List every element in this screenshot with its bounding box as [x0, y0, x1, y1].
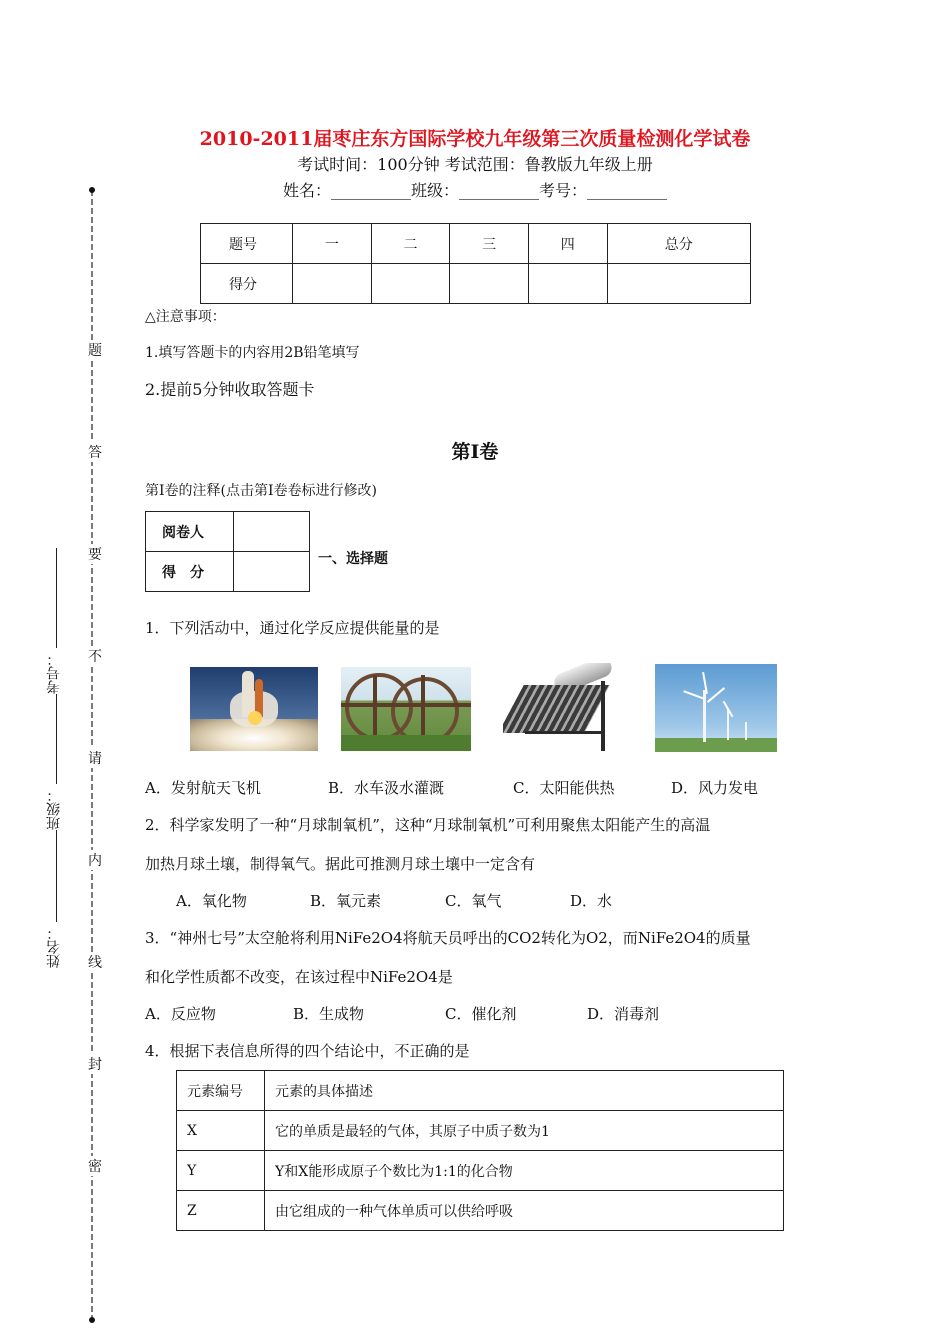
- reviewer-row: [146, 512, 310, 552]
- q1-option-d[interactable]: D．风力发电: [671, 779, 759, 797]
- margin-name-line: [56, 830, 58, 922]
- q1-option-c[interactable]: C．太阳能供热: [513, 779, 615, 797]
- element-id-cell: Y: [177, 1151, 265, 1191]
- q3-option-c[interactable]: C．催化剂: [445, 1005, 517, 1023]
- reviewer-score-value[interactable]: [234, 552, 310, 592]
- section-heading: 一、选择题: [318, 551, 388, 567]
- margin-char-8: 封: [88, 1054, 102, 1074]
- reviewer-score-row: [146, 552, 310, 592]
- q3-stem-line2: 和化学性质都不改变，在该过程中NiFe2O4是: [145, 968, 453, 986]
- score-cell-total[interactable]: [607, 264, 750, 304]
- q1-stem: 1．下列活动中，通过化学反应提供能量的是: [145, 619, 440, 637]
- margin-char-4: 不: [88, 646, 102, 666]
- q2-option-c[interactable]: C．氧气: [445, 892, 502, 910]
- element-id-cell: X: [177, 1111, 265, 1151]
- q2-option-b[interactable]: B．氧元素: [310, 892, 382, 910]
- element-table-header-id: 元素编号: [177, 1071, 265, 1111]
- element-desc-cell: 它的单质是最轻的气体，其原子中质子数为1: [265, 1111, 784, 1151]
- margin-char-7: 线: [88, 952, 102, 972]
- margin-name-label: 姓名：: [46, 926, 62, 968]
- q4-stem: 4．根据下表信息所得的四个结论中，不正确的是: [145, 1042, 470, 1060]
- volume-note: 第I卷的注释(点击第I卷卷标进行修改): [145, 483, 377, 499]
- q1-option-a[interactable]: A．发射航天飞机: [145, 779, 261, 797]
- score-header-cell: 二: [371, 224, 450, 264]
- q3-option-a[interactable]: A．反应物: [145, 1005, 216, 1023]
- exam-title: 2010-2011届枣庄东方国际学校九年级第三次质量检测化学试卷: [199, 128, 751, 150]
- shuttle-launch-image: [190, 667, 318, 751]
- exam-info: 考试时间：100分钟 考试范围：鲁教版九年级上册: [297, 155, 653, 174]
- reviewer-label: 阅卷人: [146, 512, 234, 552]
- score-table-header-row: [201, 224, 751, 264]
- score-cell-4[interactable]: [528, 264, 607, 304]
- notes-heading: △注意事项：: [145, 309, 226, 325]
- element-id-cell: Z: [177, 1191, 265, 1231]
- q3-option-b[interactable]: B．生成物: [293, 1005, 365, 1023]
- element-info-table: [176, 1070, 784, 1231]
- margin-class-line: [56, 694, 58, 784]
- margin-char-2: 答: [88, 442, 102, 462]
- score-table: [200, 223, 751, 304]
- solar-heater-image: [503, 663, 615, 753]
- q3-option-d[interactable]: D．消毒剂: [587, 1005, 660, 1023]
- element-table-row: [177, 1151, 784, 1191]
- score-header-cell: 题号: [201, 224, 293, 264]
- score-cell-3[interactable]: [450, 264, 529, 304]
- q1-option-b[interactable]: B．水车汲水灌溉: [328, 779, 445, 797]
- reviewer-value[interactable]: [234, 512, 310, 552]
- margin-char-6: 内: [88, 850, 102, 870]
- volume-title: 第I卷: [451, 441, 499, 463]
- margin-char-9: 密: [88, 1156, 102, 1176]
- element-table-row: [177, 1191, 784, 1231]
- margin-class-label: 班级：: [46, 788, 62, 830]
- margin-exam-no-label: 考号：: [46, 652, 62, 694]
- q2-option-d[interactable]: D．水: [570, 892, 613, 910]
- margin-char-5: 请: [88, 748, 102, 768]
- score-cell-1[interactable]: [293, 264, 372, 304]
- q2-stem-line1: 2．科学家发明了一种“月球制氧机”，这种“月球制氧机”可利用聚焦太阳能产生的高温: [145, 816, 711, 834]
- element-desc-cell: Y和X能形成原子个数比为1:1的化合物: [265, 1151, 784, 1191]
- score-header-cell: 四: [528, 224, 607, 264]
- element-desc-cell: 由它组成的一种气体单质可以供给呼吸: [265, 1191, 784, 1231]
- q3-stem-line1: 3．“神州七号”太空舱将利用NiFe2O4将航天员呼出的CO2转化为O2，而NiFe2O4的质量: [145, 929, 751, 947]
- q2-option-a[interactable]: A．氧化物: [176, 892, 247, 910]
- notes-item-2: 2.提前5分钟收取答题卡: [145, 380, 315, 399]
- score-cell-2[interactable]: [371, 264, 450, 304]
- score-header-cell: 三: [450, 224, 529, 264]
- score-header-cell: 总分: [607, 224, 750, 264]
- element-table-row: [177, 1111, 784, 1151]
- score-row-label: 得分: [201, 264, 293, 304]
- reviewer-score-label: 得 分: [146, 552, 234, 592]
- margin-exam-no-line: [56, 548, 58, 648]
- margin-char-1: 题: [88, 340, 102, 360]
- wind-turbine-image: [655, 664, 777, 752]
- score-table-score-row: [201, 264, 751, 304]
- element-table-header-desc: 元素的具体描述: [265, 1071, 784, 1111]
- score-header-cell: 一: [293, 224, 372, 264]
- notes-item-1: 1.填写答题卡的内容用2B铅笔填写: [145, 345, 360, 361]
- margin-char-3: 要: [88, 544, 102, 564]
- water-wheel-image: [341, 667, 471, 751]
- element-table-header-row: [177, 1071, 784, 1111]
- student-info-line: 姓名：__________班级：__________考号：__________: [282, 181, 667, 200]
- q2-stem-line2: 加热月球土壤，制得氧气。据此可推测月球土壤中一定含有: [145, 855, 536, 873]
- reviewer-box: [145, 511, 310, 592]
